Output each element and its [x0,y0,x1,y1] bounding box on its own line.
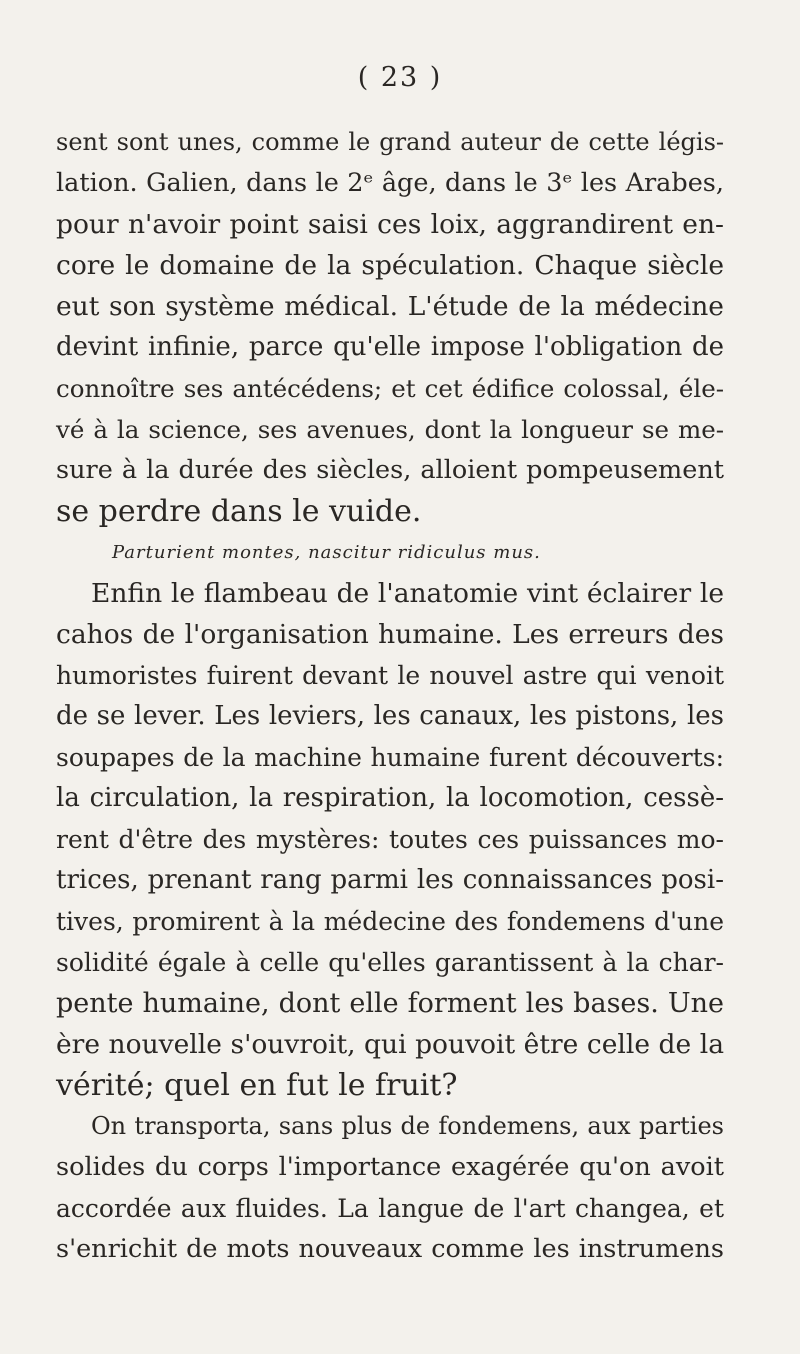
text-line: lation. Galien, dans le 2ᵉ âge, dans le 3ᵉ les Arabes, [56,168,724,198]
text-line: vérité; quel en fut le fruit? [56,1068,458,1103]
text-line: On transporta, sans plus de fondemens, aux parties [91,1112,724,1140]
page-number: ( 23 ) [357,62,443,93]
text-line: connoître ses antécédens; et cet édifice colossal, éle- [56,374,724,403]
text-line: accordée aux fluides. La langue de l'art changea, et [56,1194,724,1223]
text-line: solides du corps l'importance exagérée qu'on avoit [56,1152,724,1182]
text-line: la circulation, la respiration, la locomotion, cessè- [56,783,724,813]
text-line: s'enrichit de mots nouveaux comme les instrumens [56,1234,724,1264]
text-line: sent sont unes, comme le grand auteur de cette légis- [56,128,724,156]
text-line: cahos de l'organisation humaine. Les erreurs des [56,619,724,650]
text-line: devint infinie, parce qu'elle impose l'obligation de [56,332,724,362]
text-line: rent d'être des mystères: toutes ces puissances mo- [56,825,724,854]
text-line: sure à la durée des siècles, alloient pompeusement [56,455,724,485]
text-line: trices, prenant rang parmi les connaissances posi- [56,865,724,895]
text-line: ère nouvelle s'ouvroit, qui pouvoit être celle de la [56,1029,724,1060]
text-line: solidité égale à celle qu'elles garantissent à la char- [56,948,724,977]
text-line: soupapes de la machine humaine furent découverts: [56,743,724,772]
text-line: Enfin le flambeau de l'anatomie vint éclairer le [91,578,724,609]
text-line: tives, promirent à la médecine des fondemens d'une [56,907,724,936]
text-line: pour n'avoir point saisi ces loix, aggrandirent en- [56,209,724,240]
text-line: se perdre dans le vuide. [56,494,422,529]
text-line: humoristes fuirent devant le nouvel astre qui venoit [56,661,724,690]
text-line: eut son système médical. L'étude de la médecine [56,291,724,322]
text-line: de se lever. Les leviers, les canaux, les pistons, les [56,701,724,731]
text-line: vé à la science, ses avenues, dont la longueur se me- [56,415,724,444]
text-line: pente humaine, dont elle forment les bases. Une [56,988,724,1019]
text-line: core le domaine de la spéculation. Chaque siècle [56,250,724,281]
latin-quotation: Parturient montes, nascitur ridiculus mus. [112,542,541,563]
body-text [56,122,724,1270]
